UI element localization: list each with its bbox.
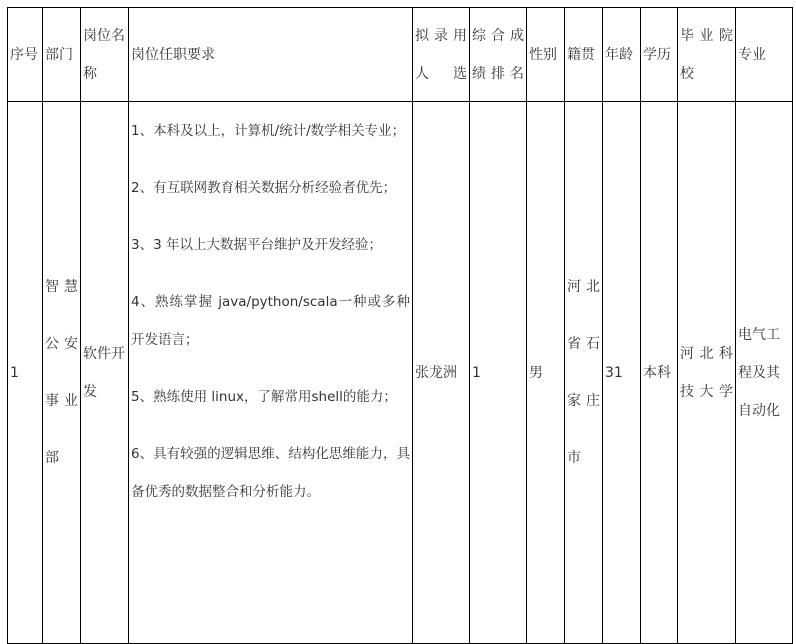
hiring-table bbox=[7, 7, 793, 644]
table-row bbox=[8, 102, 793, 644]
header-school: 毕业院校 bbox=[678, 8, 736, 102]
header-index: 序号 bbox=[8, 8, 43, 102]
requirement-item: 5、熟练使用 linux，了解常用shell的能力； bbox=[131, 389, 397, 405]
header-gender: 性别 bbox=[527, 8, 565, 102]
requirement-item: 2、有互联网教育相关数据分析经验者优先； bbox=[131, 180, 397, 196]
cell-requirements bbox=[129, 102, 413, 644]
cell-rank: 1 bbox=[470, 102, 527, 644]
cell-age: 31 bbox=[603, 102, 641, 644]
cell-department: 智慧公安事业部 bbox=[43, 102, 81, 644]
header-department: 部门 bbox=[43, 8, 81, 102]
header-position: 岗位名称 bbox=[81, 8, 129, 102]
header-education: 学历 bbox=[641, 8, 678, 102]
cell-index: 1 bbox=[8, 102, 43, 644]
header-hometown: 籍贯 bbox=[565, 8, 603, 102]
header-candidate: 拟录用人选 bbox=[413, 8, 470, 102]
cell-gender: 男 bbox=[527, 102, 565, 644]
cell-position: 软件开发 bbox=[81, 102, 129, 644]
header-major: 专业 bbox=[736, 8, 793, 102]
cell-candidate: 张龙洲 bbox=[413, 102, 470, 644]
table-header-row bbox=[8, 8, 793, 102]
header-age: 年龄 bbox=[603, 8, 641, 102]
cell-hometown: 河北省石家庄市 bbox=[565, 102, 603, 644]
requirement-item: 3、3 年以上大数据平台维护及开发经验； bbox=[131, 237, 382, 253]
cell-school: 河北科技大学 bbox=[678, 102, 736, 644]
header-rank: 综合成绩排名 bbox=[470, 8, 527, 102]
requirement-item: 4、熟练掌握 java/python/scala一种或多种开发语言； bbox=[131, 294, 410, 348]
cell-education: 本科 bbox=[641, 102, 678, 644]
requirement-item: 1、本科及以上，计算机/统计/数学相关专业； bbox=[131, 123, 406, 139]
cell-major: 电气工程及其自动化 bbox=[736, 102, 793, 644]
requirement-item: 6、具有较强的逻辑思维、结构化思维能力，具备优秀的数据整合和分析能力。 bbox=[131, 446, 410, 500]
header-requirements: 岗位任职要求 bbox=[129, 8, 413, 102]
